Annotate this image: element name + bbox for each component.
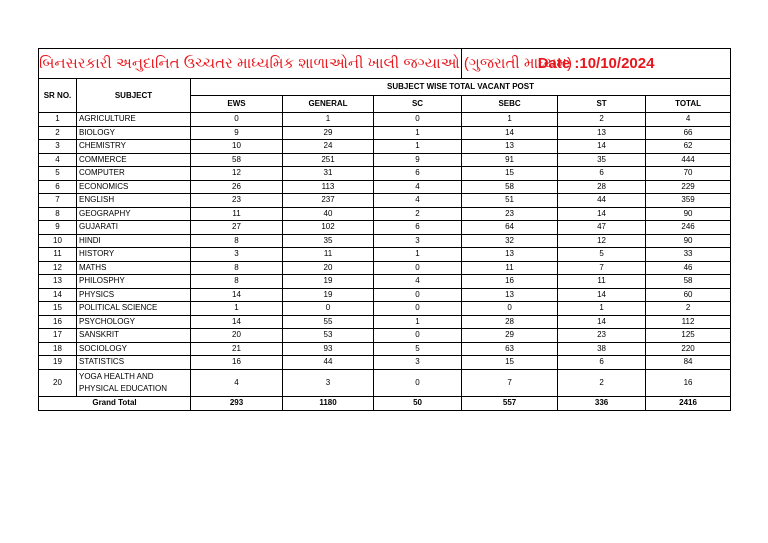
cell-sr: 17 xyxy=(39,329,77,343)
table-row xyxy=(39,342,731,356)
cell-sebc: 7 xyxy=(462,369,558,396)
table-row xyxy=(39,234,731,248)
cell-ews: 1 xyxy=(191,302,283,316)
table-row xyxy=(39,221,731,235)
cell-subject: COMPUTER xyxy=(77,167,191,181)
cell-ews: 11 xyxy=(191,207,283,221)
cell-general: 29 xyxy=(283,126,374,140)
grand-total-row xyxy=(39,396,731,410)
cell-total: 246 xyxy=(646,221,731,235)
header-group: SUBJECT WISE TOTAL VACANT POST xyxy=(191,79,731,96)
cell-general: 11 xyxy=(283,248,374,262)
cell-st: 35 xyxy=(558,153,646,167)
cell-sr: 7 xyxy=(39,194,77,208)
cell-ews: 8 xyxy=(191,275,283,289)
cell-sr: 18 xyxy=(39,342,77,356)
table-row xyxy=(39,113,731,127)
cell-sr: 9 xyxy=(39,221,77,235)
cell-sr: 13 xyxy=(39,275,77,289)
cell-subject: HISTORY xyxy=(77,248,191,262)
cell-ews: 0 xyxy=(191,113,283,127)
cell-total: 33 xyxy=(646,248,731,262)
cell-sr: 8 xyxy=(39,207,77,221)
cell-total: 4 xyxy=(646,113,731,127)
cell-total: 66 xyxy=(646,126,731,140)
cell-ews: 27 xyxy=(191,221,283,235)
header-sc: SC xyxy=(374,96,462,113)
cell-sebc: 16 xyxy=(462,275,558,289)
cell-general: 1 xyxy=(283,113,374,127)
table-row xyxy=(39,275,731,289)
cell-st: 38 xyxy=(558,342,646,356)
page-title: બિનસરકારી અનુદાનિત ઉચ્ચતર માધ્યમિક શાળાઓની ખાલી જગ્યાઓ (ગુજરાતી માધ્યમ) xyxy=(39,49,462,79)
cell-sr: 5 xyxy=(39,167,77,181)
vacancy-sheet xyxy=(38,48,730,411)
cell-sc: 9 xyxy=(374,153,462,167)
cell-subject: STATISTICS xyxy=(77,356,191,370)
cell-subject: GUJARATI xyxy=(77,221,191,235)
cell-sebc: 51 xyxy=(462,194,558,208)
cell-general: 31 xyxy=(283,167,374,181)
cell-general: 3 xyxy=(283,369,374,396)
header-total: TOTAL xyxy=(646,96,731,113)
cell-sebc: 64 xyxy=(462,221,558,235)
cell-ews: 58 xyxy=(191,153,283,167)
cell-subject: SOCIOLOGY xyxy=(77,342,191,356)
cell-sebc: 91 xyxy=(462,153,558,167)
cell-total: 229 xyxy=(646,180,731,194)
cell-subject: HINDI xyxy=(77,234,191,248)
cell-sr: 3 xyxy=(39,140,77,154)
cell-sebc: 15 xyxy=(462,356,558,370)
header-row-group xyxy=(39,79,731,96)
cell-general: 40 xyxy=(283,207,374,221)
cell-subject: BIOLOGY xyxy=(77,126,191,140)
cell-sr: 2 xyxy=(39,126,77,140)
header-general: GENERAL xyxy=(283,96,374,113)
cell-total: 112 xyxy=(646,315,731,329)
table-row xyxy=(39,261,731,275)
cell-subject: CHEMISTRY xyxy=(77,140,191,154)
table-row xyxy=(39,369,731,396)
cell-sr: 6 xyxy=(39,180,77,194)
header-ews: EWS xyxy=(191,96,283,113)
cell-sr: 20 xyxy=(39,369,77,396)
cell-st: 23 xyxy=(558,329,646,343)
cell-st: 28 xyxy=(558,180,646,194)
table-row xyxy=(39,140,731,154)
cell-sc: 6 xyxy=(374,221,462,235)
cell-sc: 5 xyxy=(374,342,462,356)
cell-ews: 23 xyxy=(191,194,283,208)
cell-sebc: 29 xyxy=(462,329,558,343)
cell-sebc: 58 xyxy=(462,180,558,194)
cell-sc: 0 xyxy=(374,369,462,396)
cell-subject: MATHS xyxy=(77,261,191,275)
cell-general: 24 xyxy=(283,140,374,154)
cell-sc: 6 xyxy=(374,167,462,181)
table-row xyxy=(39,180,731,194)
cell-sebc: 13 xyxy=(462,288,558,302)
grand-total-general: 1180 xyxy=(283,396,374,410)
cell-ews: 8 xyxy=(191,261,283,275)
cell-total: 220 xyxy=(646,342,731,356)
cell-total: 62 xyxy=(646,140,731,154)
cell-ews: 9 xyxy=(191,126,283,140)
cell-sc: 0 xyxy=(374,288,462,302)
cell-general: 237 xyxy=(283,194,374,208)
cell-total: 16 xyxy=(646,369,731,396)
grand-total-ews: 293 xyxy=(191,396,283,410)
cell-st: 12 xyxy=(558,234,646,248)
cell-general: 102 xyxy=(283,221,374,235)
cell-sc: 4 xyxy=(374,180,462,194)
cell-general: 35 xyxy=(283,234,374,248)
cell-general: 55 xyxy=(283,315,374,329)
cell-sebc: 14 xyxy=(462,126,558,140)
cell-sr: 1 xyxy=(39,113,77,127)
cell-st: 14 xyxy=(558,288,646,302)
cell-sr: 12 xyxy=(39,261,77,275)
cell-sc: 3 xyxy=(374,356,462,370)
cell-sebc: 15 xyxy=(462,167,558,181)
header-subject: SUBJECT xyxy=(77,79,191,113)
cell-st: 1 xyxy=(558,302,646,316)
cell-general: 251 xyxy=(283,153,374,167)
cell-st: 13 xyxy=(558,126,646,140)
cell-subject: COMMERCE xyxy=(77,153,191,167)
cell-st: 14 xyxy=(558,207,646,221)
table-row xyxy=(39,167,731,181)
cell-st: 44 xyxy=(558,194,646,208)
header-st: ST xyxy=(558,96,646,113)
cell-total: 90 xyxy=(646,234,731,248)
cell-subject: POLITICAL SCIENCE xyxy=(77,302,191,316)
subject-line-2: PHYSICAL EDUCATION xyxy=(79,383,168,393)
cell-subject: PSYCHOLOGY xyxy=(77,315,191,329)
cell-sebc: 28 xyxy=(462,315,558,329)
cell-total: 84 xyxy=(646,356,731,370)
cell-total: 46 xyxy=(646,261,731,275)
cell-sc: 0 xyxy=(374,261,462,275)
table-row xyxy=(39,153,731,167)
cell-st: 14 xyxy=(558,140,646,154)
grand-total-label: Grand Total xyxy=(39,396,191,410)
cell-ews: 10 xyxy=(191,140,283,154)
date-label: Date :10/10/2024 xyxy=(462,49,731,79)
cell-sc: 1 xyxy=(374,315,462,329)
header-sr-no: SR NO. xyxy=(39,79,77,113)
cell-sc: 2 xyxy=(374,207,462,221)
header-sebc: SEBC xyxy=(462,96,558,113)
cell-sc: 1 xyxy=(374,248,462,262)
cell-ews: 4 xyxy=(191,369,283,396)
cell-total: 70 xyxy=(646,167,731,181)
cell-sebc: 0 xyxy=(462,302,558,316)
cell-total: 60 xyxy=(646,288,731,302)
cell-subject: PHYSICS xyxy=(77,288,191,302)
table-row xyxy=(39,194,731,208)
table-row xyxy=(39,302,731,316)
vacancy-table xyxy=(38,48,731,411)
cell-st: 2 xyxy=(558,113,646,127)
cell-general: 93 xyxy=(283,342,374,356)
cell-sebc: 32 xyxy=(462,234,558,248)
cell-subject: ECONOMICS xyxy=(77,180,191,194)
grand-total-total: 2416 xyxy=(646,396,731,410)
cell-general: 19 xyxy=(283,288,374,302)
cell-general: 53 xyxy=(283,329,374,343)
cell-st: 47 xyxy=(558,221,646,235)
cell-total: 359 xyxy=(646,194,731,208)
cell-sc: 0 xyxy=(374,302,462,316)
cell-st: 5 xyxy=(558,248,646,262)
cell-total: 58 xyxy=(646,275,731,289)
cell-sebc: 63 xyxy=(462,342,558,356)
cell-st: 14 xyxy=(558,315,646,329)
cell-sc: 4 xyxy=(374,275,462,289)
cell-sc: 4 xyxy=(374,194,462,208)
cell-general: 20 xyxy=(283,261,374,275)
cell-sebc: 23 xyxy=(462,207,558,221)
cell-ews: 26 xyxy=(191,180,283,194)
cell-total: 2 xyxy=(646,302,731,316)
table-row xyxy=(39,248,731,262)
cell-general: 44 xyxy=(283,356,374,370)
cell-subject: ENGLISH xyxy=(77,194,191,208)
cell-st: 2 xyxy=(558,369,646,396)
table-row xyxy=(39,207,731,221)
cell-sc: 1 xyxy=(374,126,462,140)
table-row xyxy=(39,126,731,140)
cell-st: 11 xyxy=(558,275,646,289)
cell-sr: 19 xyxy=(39,356,77,370)
cell-sr: 16 xyxy=(39,315,77,329)
cell-ews: 12 xyxy=(191,167,283,181)
cell-ews: 3 xyxy=(191,248,283,262)
cell-subject: SANSKRIT xyxy=(77,329,191,343)
cell-subject xyxy=(77,369,191,396)
cell-sr: 15 xyxy=(39,302,77,316)
cell-ews: 14 xyxy=(191,288,283,302)
table-row xyxy=(39,329,731,343)
cell-ews: 16 xyxy=(191,356,283,370)
cell-total: 444 xyxy=(646,153,731,167)
cell-sr: 4 xyxy=(39,153,77,167)
cell-sc: 0 xyxy=(374,329,462,343)
grand-total-st: 336 xyxy=(558,396,646,410)
cell-sebc: 13 xyxy=(462,248,558,262)
subject-line-1: YOGA HEALTH AND xyxy=(79,371,154,381)
cell-sc: 1 xyxy=(374,140,462,154)
title-row xyxy=(39,49,731,79)
cell-total: 90 xyxy=(646,207,731,221)
cell-ews: 14 xyxy=(191,315,283,329)
table-row xyxy=(39,288,731,302)
cell-sebc: 11 xyxy=(462,261,558,275)
cell-subject: GEOGRAPHY xyxy=(77,207,191,221)
cell-st: 6 xyxy=(558,167,646,181)
cell-sr: 14 xyxy=(39,288,77,302)
cell-subject: AGRICULTURE xyxy=(77,113,191,127)
cell-subject: PHILOSPHY xyxy=(77,275,191,289)
cell-general: 19 xyxy=(283,275,374,289)
grand-total-sc: 50 xyxy=(374,396,462,410)
cell-sr: 11 xyxy=(39,248,77,262)
cell-sebc: 13 xyxy=(462,140,558,154)
table-row xyxy=(39,356,731,370)
cell-st: 6 xyxy=(558,356,646,370)
cell-general: 0 xyxy=(283,302,374,316)
cell-sr: 10 xyxy=(39,234,77,248)
cell-ews: 20 xyxy=(191,329,283,343)
table-row xyxy=(39,315,731,329)
cell-st: 7 xyxy=(558,261,646,275)
cell-sc: 0 xyxy=(374,113,462,127)
grand-total-sebc: 557 xyxy=(462,396,558,410)
cell-sc: 3 xyxy=(374,234,462,248)
cell-ews: 8 xyxy=(191,234,283,248)
cell-sebc: 1 xyxy=(462,113,558,127)
cell-ews: 21 xyxy=(191,342,283,356)
cell-total: 125 xyxy=(646,329,731,343)
cell-general: 113 xyxy=(283,180,374,194)
